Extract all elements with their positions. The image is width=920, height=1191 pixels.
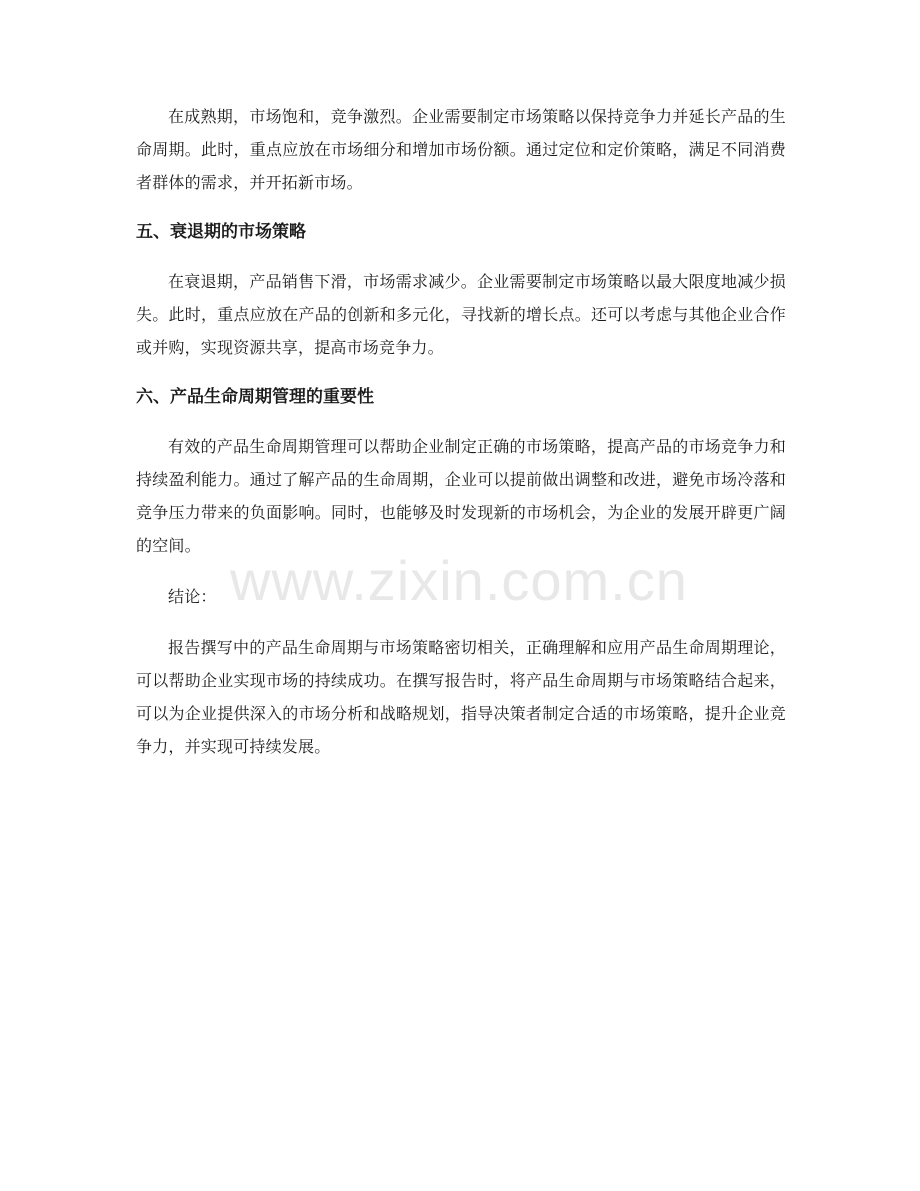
- heading-lifecycle-importance: 六、产品生命周期管理的重要性: [136, 387, 374, 407]
- heading-decline-strategy: 五、衰退期的市场策略: [136, 222, 306, 242]
- paragraph-conclusion: 报告撰写中的产品生命周期与市场策略密切相关，正确理解和应用产品生命周期理论，可以帮助企业实现市场的持续成功。在撰写报告时，将产品生命周期与市场策略结合起来，可以为企业提供深入的市场分析和战略规划，指导决策者制定合适的市场策略，提升企业竞争力，并实现可持续发展。: [136, 638, 786, 756]
- document-body: [136, 100, 786, 763]
- paragraph-importance: 有效的产品生命周期管理可以帮助企业制定正确的市场策略，提高产品的市场竞争力和持续盈利能力。通过了解产品的生命周期，企业可以提前做出调整和改进，避免市场冷落和竞争压力带来的负面影响。同时，也能够及时发现新的市场机会，为企业的发展开辟更广阔的空间。: [136, 437, 786, 555]
- watermark: www.zixin.com.cn: [230, 549, 688, 612]
- conclusion-label: 结论：: [168, 587, 217, 606]
- paragraph-maturity: 在成熟期，市场饱和，竞争激烈。企业需要制定市场策略以保持竞争力并延长产品的生命周期。此时，重点应放在市场细分和增加市场份额。通过定位和定价策略，满足不同消费者群体的需求，并开拓新市场。: [136, 107, 786, 192]
- paragraph-decline: 在衰退期，产品销售下滑，市场需求减少。企业需要制定市场策略以最大限度地减少损失。此时，重点应放在产品的创新和多元化，寻找新的增长点。还可以考虑与其他企业合作或并购，实现资源共享，提高市场竞争力。: [136, 272, 786, 357]
